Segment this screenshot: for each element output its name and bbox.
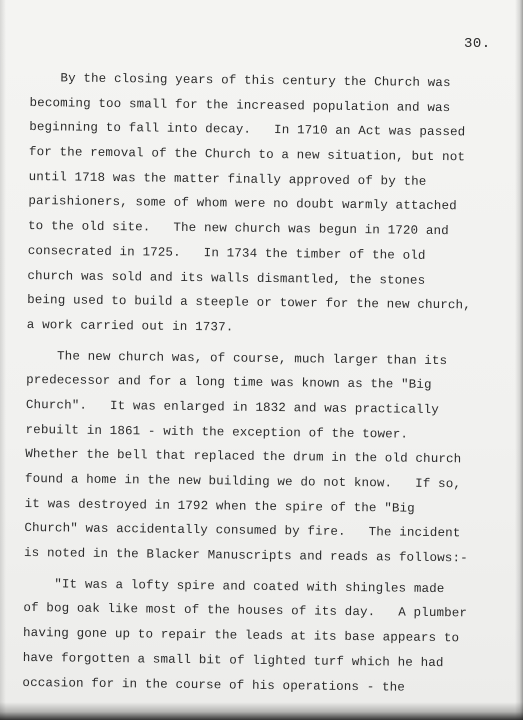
text-line: being used to build a steeple or tower for the new church, (27, 293, 471, 313)
page-number: 30. (464, 36, 491, 52)
text-line: found a home in the new building we do not know. If so, (24, 471, 462, 492)
text-line: consecrated in 1725. In 1734 the timber of the old (27, 243, 426, 263)
text-line: church was sold and its walls dismantled, the stones (27, 268, 426, 288)
text-line: The new church was, of course, much larger than its (26, 348, 448, 368)
text-line: is noted in the Blacker Manuscripts and reads as follows:- (23, 546, 468, 566)
text-line: until 1718 was the matter finally approved of by the (28, 169, 427, 189)
text-line: parishioners, some of whom were no doubt warmly attached (28, 194, 457, 214)
text-line: "It was a lofty spire and coated with shingles made (23, 576, 445, 596)
text-line: it was destroyed in 1792 when the spire of the "Big (24, 496, 415, 516)
text-line: Church". It was enlarged in 1832 and was practically (25, 397, 440, 417)
body-text (22, 66, 470, 701)
text-line: predecessor and for a long time was known as the "Big (26, 373, 432, 393)
text-line: of bog oak like most of the houses of its day. A plumber (23, 601, 468, 621)
paragraph (27, 66, 470, 343)
text-line: becoming too small for the increased population and was (29, 95, 451, 115)
text-line: having gone up to repair the leads at its base appears to (22, 626, 460, 646)
text-line: Church" was accidentally consumed by fire. The incident (24, 521, 461, 541)
text-line: By the closing years of this century the Church was (29, 70, 451, 91)
paragraph (22, 572, 468, 701)
text-line: occasion for in the course of his operations - the (22, 675, 406, 695)
page-shadow-left (0, 0, 6, 720)
page-shadow-bottom (0, 702, 523, 720)
text-line: rebuilt in 1861 - with the exception of the tower. (25, 422, 409, 442)
text-line: a work carried out in 1737. (26, 317, 234, 335)
page-shadow-right (515, 0, 523, 720)
paragraph (24, 344, 467, 572)
text-line: Whether the bell that replaced the drum in the old church (25, 447, 462, 467)
text-line: for the removal of the Church to a new situation, but not (28, 145, 466, 165)
text-line: have forgotten a small bit of lighted turf which he had (22, 650, 444, 670)
text-line: beginning to fall into decay. In 1710 an Act was passed (29, 120, 466, 140)
text-line: to the old site. The new church was begun in 1720 and (27, 219, 449, 239)
